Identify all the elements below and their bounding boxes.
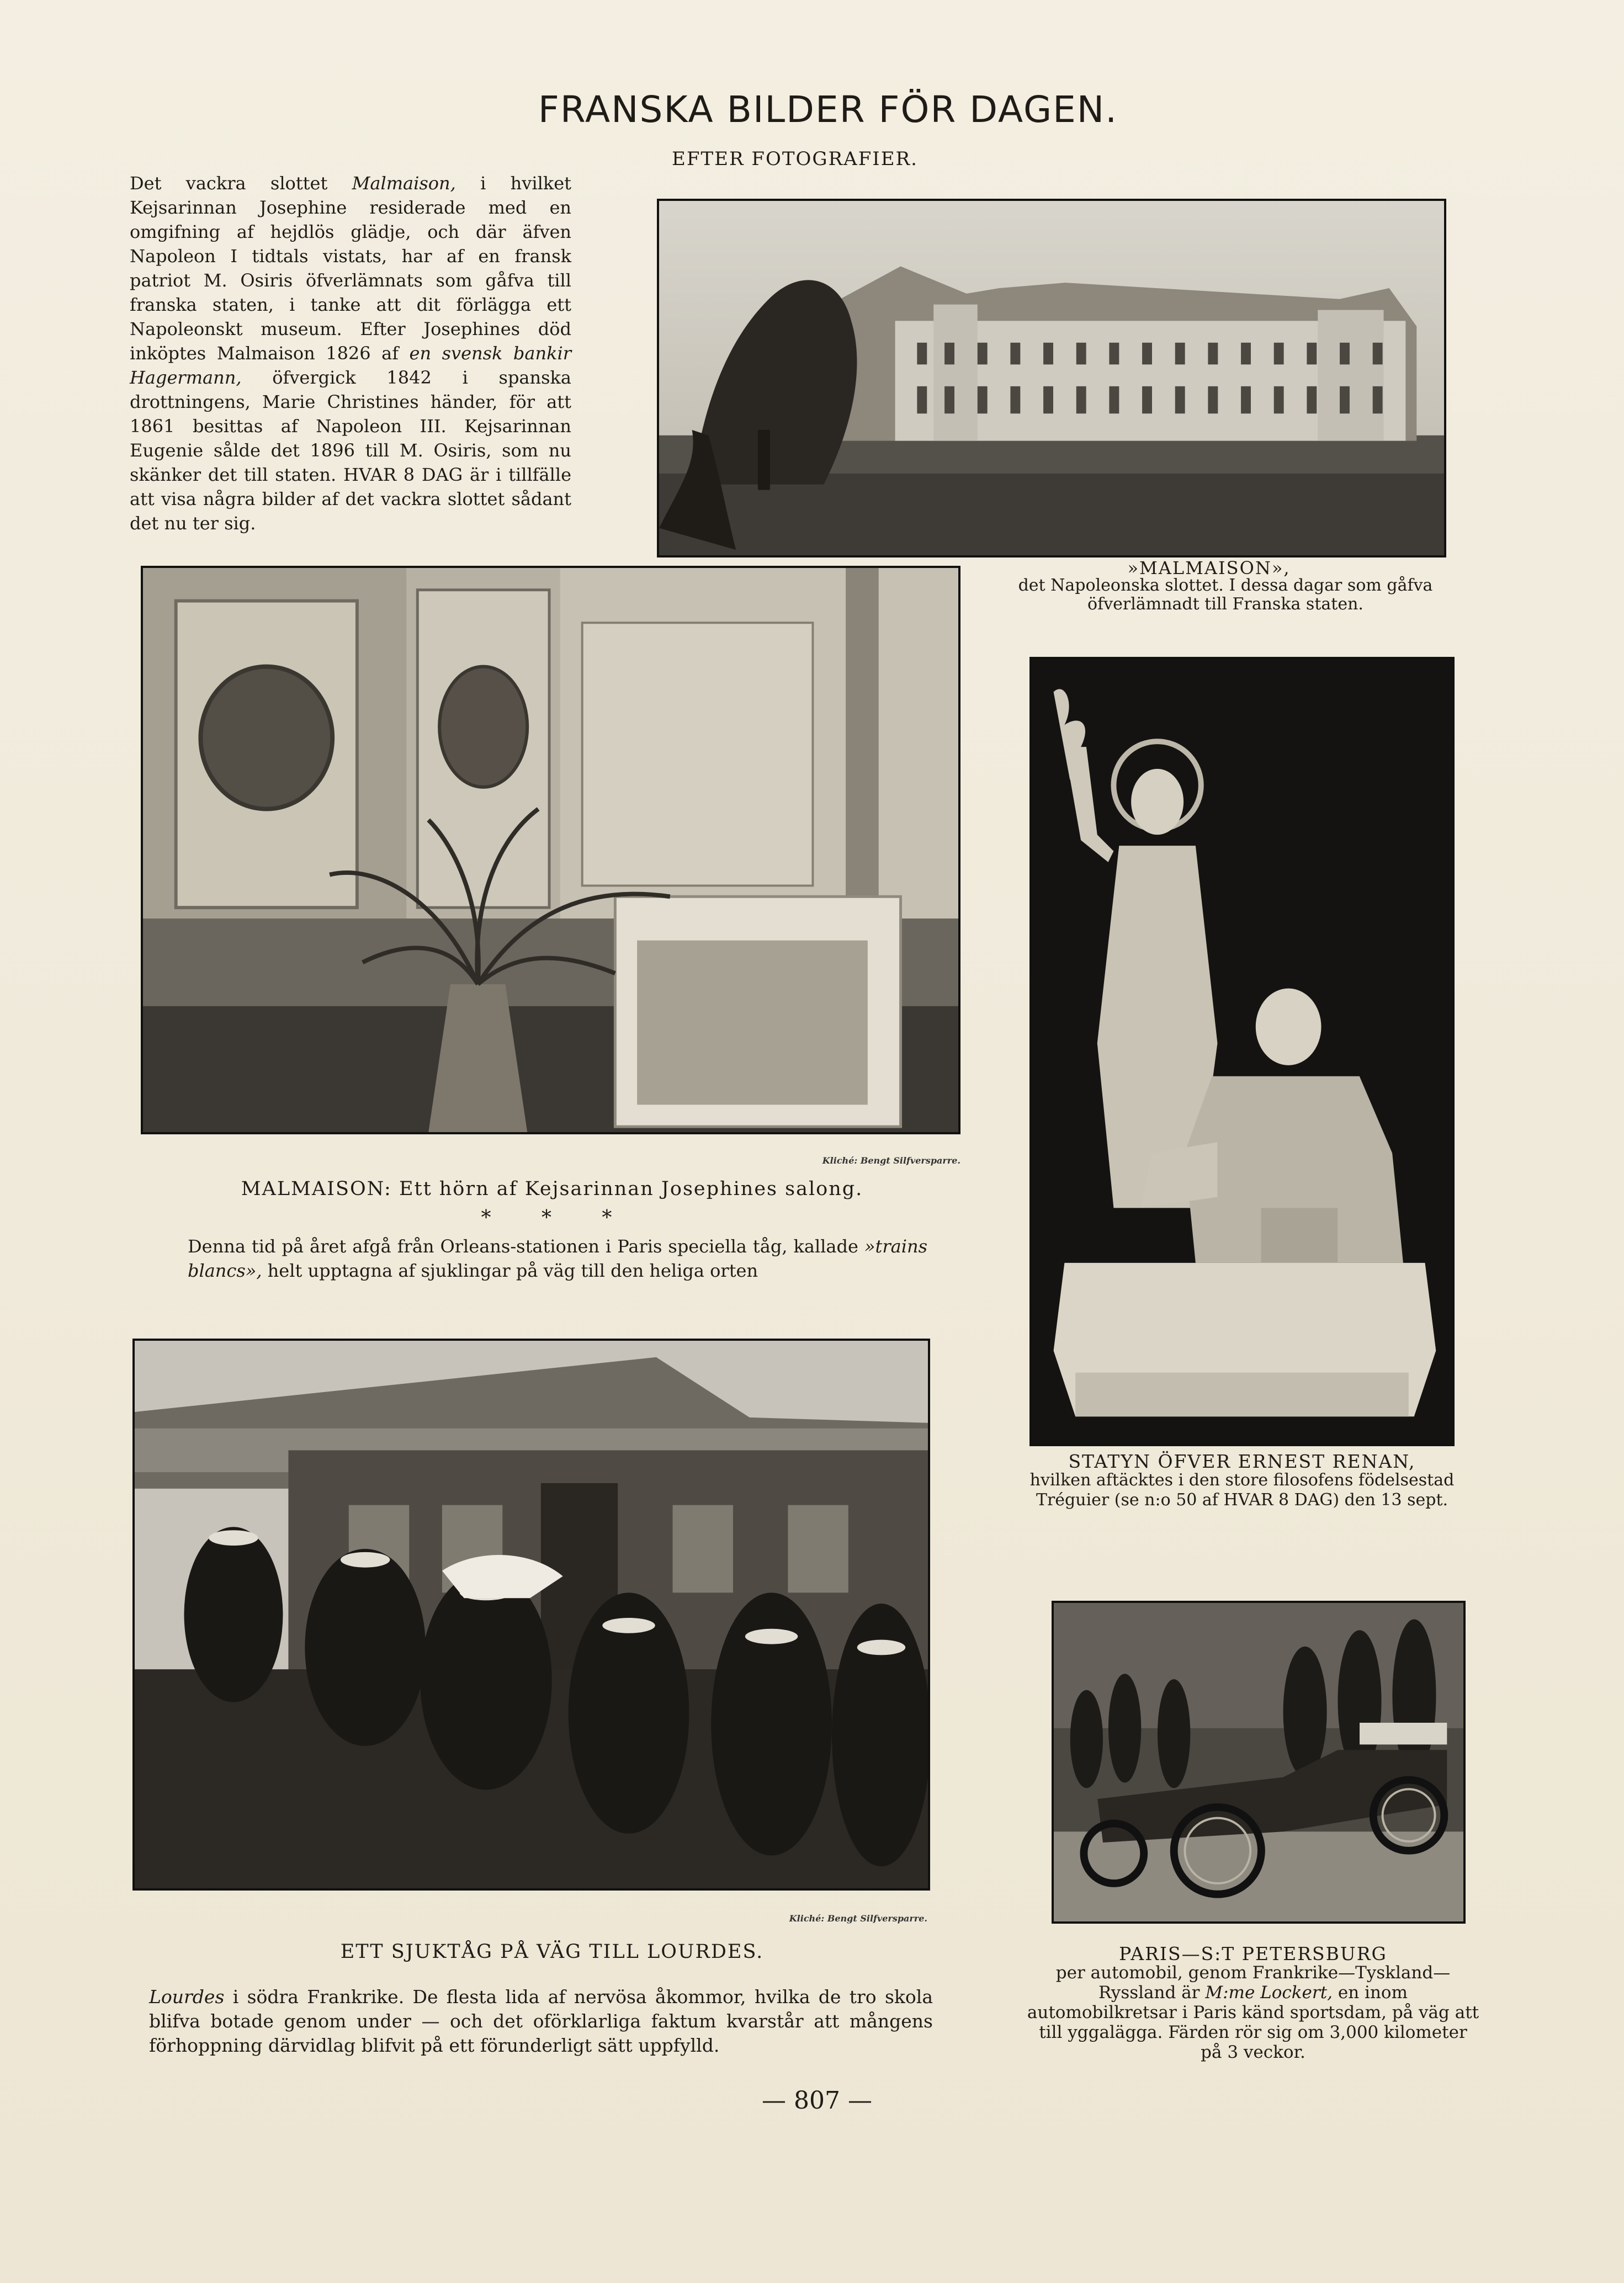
lourdes-intro-em: »trains blancs», [188,1236,927,1281]
train-caption-head: ETT SJUKTÅG PÅ VÄG TILL LOURDES. [340,1941,764,1963]
page-title: FRANSKA BILDER FÖR DAGEN. [538,88,1118,131]
intro-paragraph [130,171,571,535]
lourdes-intro-text-b: helt upptagna af sjuklingar på väg till den heliga orten [262,1260,758,1281]
salon-caption: MALMAISON: Ett hörn af Kejsarinnan Josephines salong. [241,1178,863,1200]
train-photo [132,1339,930,1891]
intro-text-b: i hvilket Kejsarinnan Josephine residerade med en omgifning af hejdlös glädje, och där äfven Napoleon I tidtals vistats, har af en fransk patriot M. Osiris öfverlämnats som gåfva till franska staten, i tanke att dit förlägga ett Napoleonskt museum. Efter Josephines död inköptes Malmaison 1826 af [130,173,571,364]
castle-caption-body: det Napoleonska slottet. I dessa dagar som gåfva öfverlämnadt till Franska staten. [1018,576,1433,614]
statue-caption-head: STATYN ÖFVER ERNEST RENAN, [1068,1451,1416,1472]
statue-caption-body: hvilken aftäcktes i den store filosofens födelsestad Tréguier (se n:o 50 af HVAR 8 DAG) den 13 sept. [1029,1470,1455,1510]
section-separator: * * * [481,1207,634,1229]
castle-photo [657,199,1446,558]
salon-image [143,568,958,1132]
car-caption-text-a: per automobil, genom Frankrike—Tyskland—Ryssland är [1055,1963,1451,2003]
statue-image [1032,659,1452,1444]
intro-em-b: en svensk bankir Hagermann, [130,343,571,388]
train-caption-body [149,1985,933,2058]
lourdes-intro [188,1234,927,1283]
train-caption-em: Lourdes [149,1986,225,2008]
castle-image [659,201,1444,555]
salon-credit: Kliché: Bengt Silfversparre. [822,1155,960,1166]
car-caption-text-b: en inom automobilkretsar i Paris känd sportsdam, på väg att till yggalägga. Färden rör sig om 3,000 kilometer på 3 veckor. [1027,1983,1479,2062]
intro-em-a: Malmaison, [352,173,456,194]
intro-text-c: öfvergick 1842 i spanska drottningens, Marie Christines händer, för att 1861 besittas af Napoleon III. Kejsarinnan Eugenie sålde det 1896 till M. Osiris, som nu skänker det till staten. HVAR 8 DAG är i tillfälle att visa några bilder af det vackra slottet sådant det nu ter sig. [130,367,571,534]
car-photo [1052,1601,1466,1924]
car-caption-em: M:me Lockert, [1205,1983,1333,2003]
intro-text-a: Det vackra slottet [130,173,352,194]
train-caption-text: i södra Frankrike. De flesta lida af nervösa åkommor, hvilka de tro skola blifva botade genom under — och det oförklarliga faktum kvarstår att mångens förhoppning därvidlag blifvit på ett förunderligt sätt uppfylld. [149,1986,933,2056]
page-number: — 807 — [762,2086,872,2115]
car-caption-head: PARIS—S:T PETERSBURG [1119,1943,1387,1965]
castle-caption-head: »MALMAISON», [1127,558,1291,578]
train-credit: Kliché: Bengt Silfversparre. [789,1913,927,1924]
lourdes-intro-text-a: Denna tid på året afgå från Orleans-stationen i Paris speciella tåg, kallade [188,1236,864,1257]
car-caption-body [1027,1963,1479,2062]
salon-photo [141,566,960,1134]
train-image [135,1341,928,1888]
car-image [1054,1603,1463,1921]
page-subtitle: EFTER FOTOGRAFIER. [672,148,918,170]
statue-photo [1029,657,1455,1446]
